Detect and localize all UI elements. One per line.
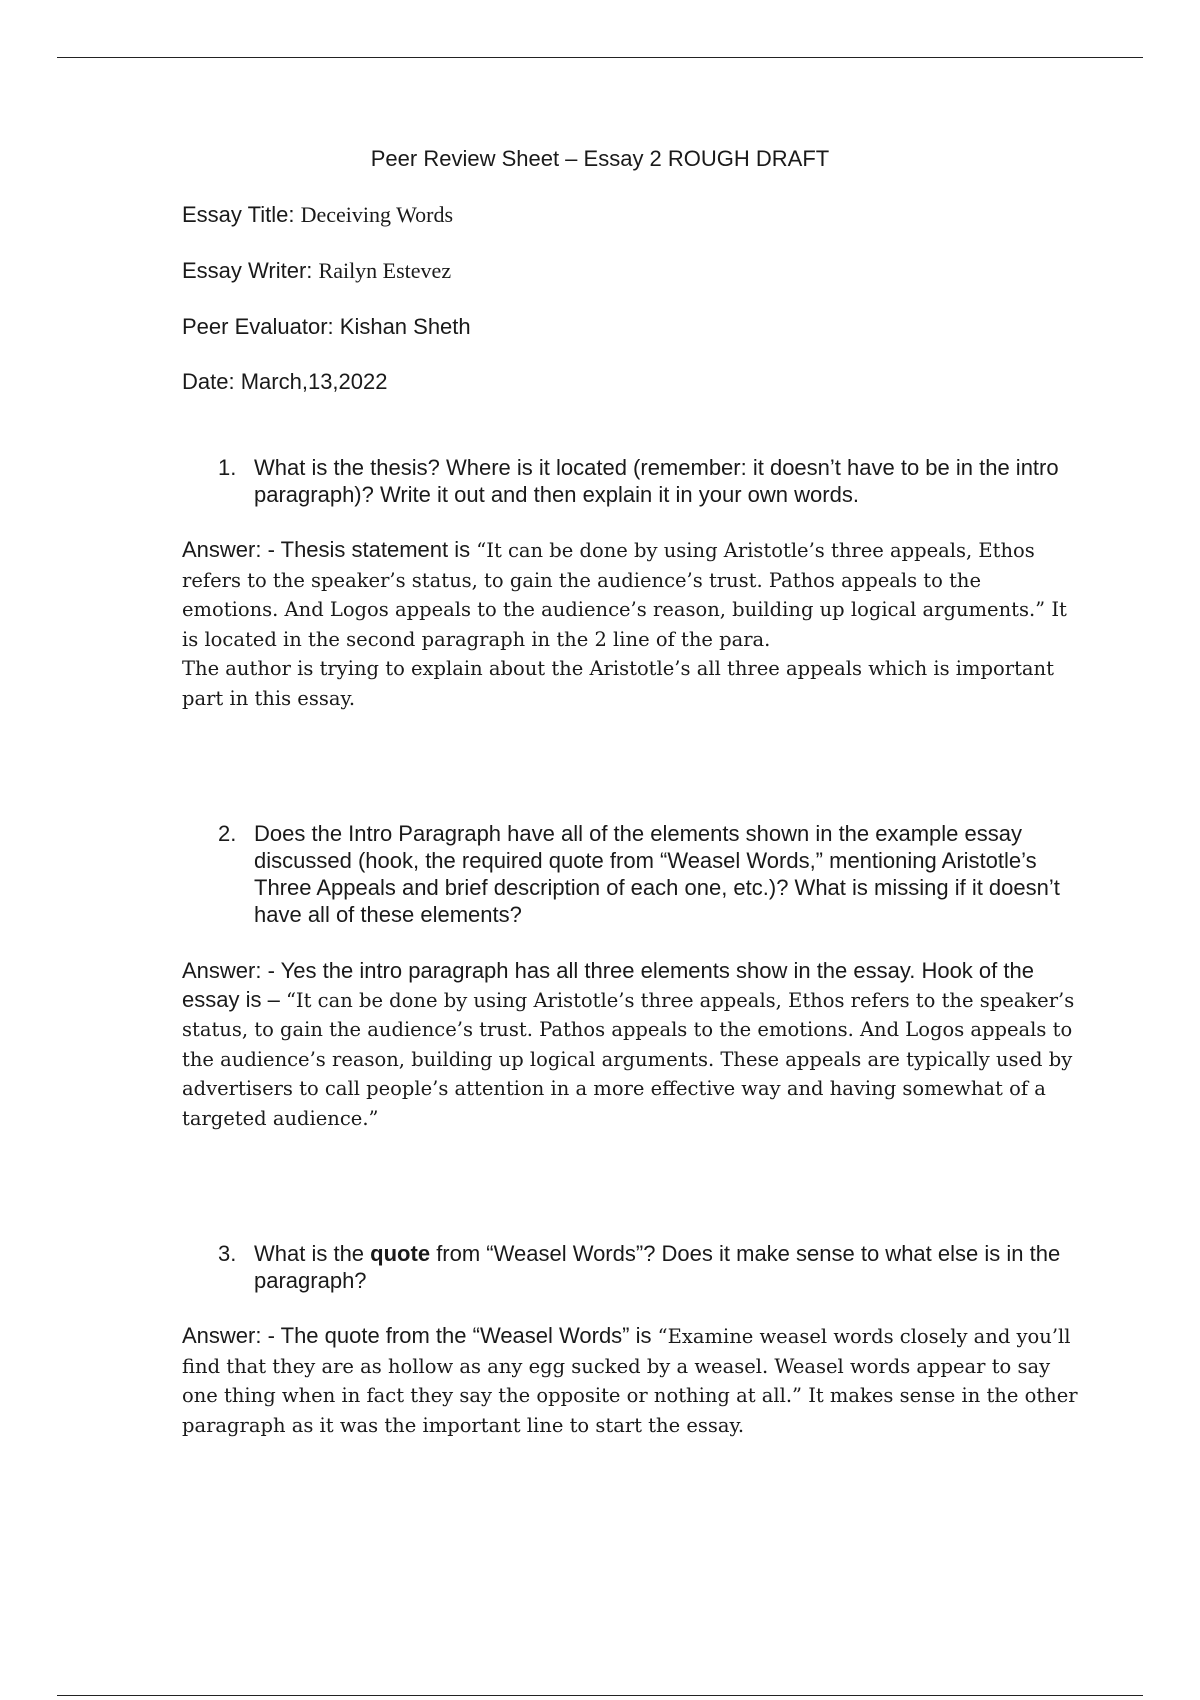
question-3	[218, 1240, 1078, 1294]
essay-title-value: Deceiving Words	[300, 202, 454, 227]
answer-label: Answer: - Thesis statement is	[182, 537, 471, 562]
answer-1	[182, 536, 1082, 713]
answer-text: “It can be done by using Aristotle’s three appeals, Ethos refers to the speaker’s status, to gain the audience’s trust. Pathos appeals to the emotions. And Logos appeals to the audience’s reason, building up logical arguments. These appeals are typically used by advertisers to call people’s attention in a more effective way and having somewhat of a targeted audience.”	[182, 988, 1075, 1130]
question-2	[218, 820, 1078, 928]
date-field	[182, 369, 387, 395]
peer-evaluator-value: Kishan Sheth	[339, 314, 471, 339]
answer-text: “It can be done by using Aristotle’s three appeals, Ethos refers to the speaker’s status, to gain the audience’s trust. Pathos appeals to the emotions. And Logos appeals to the audience’s reason, building up logical arguments.” It is located in the second paragraph in the 2 line of the para.	[182, 539, 1067, 651]
essay-title-label: Essay Title:	[182, 202, 295, 227]
answer-2	[182, 957, 1082, 1133]
question-text-bold: quote	[370, 1241, 431, 1266]
essay-writer-label: Essay Writer:	[182, 258, 313, 283]
question-text	[254, 1240, 1078, 1294]
answer-text-continued: The author is trying to explain about the Aristotle’s all three appeals which is important part in this essay.	[182, 657, 1054, 710]
question-text-start: What is the	[254, 1241, 365, 1266]
question-text-end: from “Weasel Words”? Does it make sense to what else is in the paragraph?	[254, 1241, 1061, 1293]
answer-label: Answer: - The quote from the “Weasel Words” is	[182, 1323, 652, 1348]
date-label: Date:	[182, 369, 235, 394]
answer-text: “Examine weasel words closely and you’ll find that they are as hollow as any egg sucked by a weasel. Weasel words appear to say one thing when in fact they say the opposite or nothing at all.” It makes sense in the other paragraph as it was the important line to start the essay.	[182, 1325, 1078, 1437]
essay-writer-value: Railyn Estevez	[318, 258, 452, 283]
question-text: What is the thesis? Where is it located (remember: it doesn’t have to be in the intro paragraph)? Write it out and then explain it in your own words.	[254, 455, 1059, 507]
question-number: 2.	[218, 821, 237, 846]
top-rule	[57, 57, 1143, 58]
peer-evaluator-field	[182, 314, 471, 340]
essay-writer-field	[182, 258, 451, 284]
question-number: 1.	[218, 455, 237, 480]
answer-3	[182, 1322, 1082, 1440]
date-value: March,13,2022	[240, 369, 388, 394]
page-title: Peer Review Sheet – Essay 2 ROUGH DRAFT	[370, 146, 830, 171]
bottom-rule	[57, 1695, 1143, 1696]
peer-evaluator-label: Peer Evaluator:	[182, 314, 334, 339]
question-text: Does the Intro Paragraph have all of the elements shown in the example essay discussed (hook, the required quote from “Weasel Words,” mentioning Aristotle’s Three Appeals and brief description of each one, etc.)? What is missing if it doesn’t have all of these elements?	[254, 821, 1060, 927]
question-1	[218, 454, 1078, 508]
essay-title-field	[182, 202, 453, 228]
question-number: 3.	[218, 1241, 237, 1266]
answer-label: Answer: - Yes the intro paragraph has all three elements show in the essay. Hook of the essay is –	[182, 958, 1034, 1012]
